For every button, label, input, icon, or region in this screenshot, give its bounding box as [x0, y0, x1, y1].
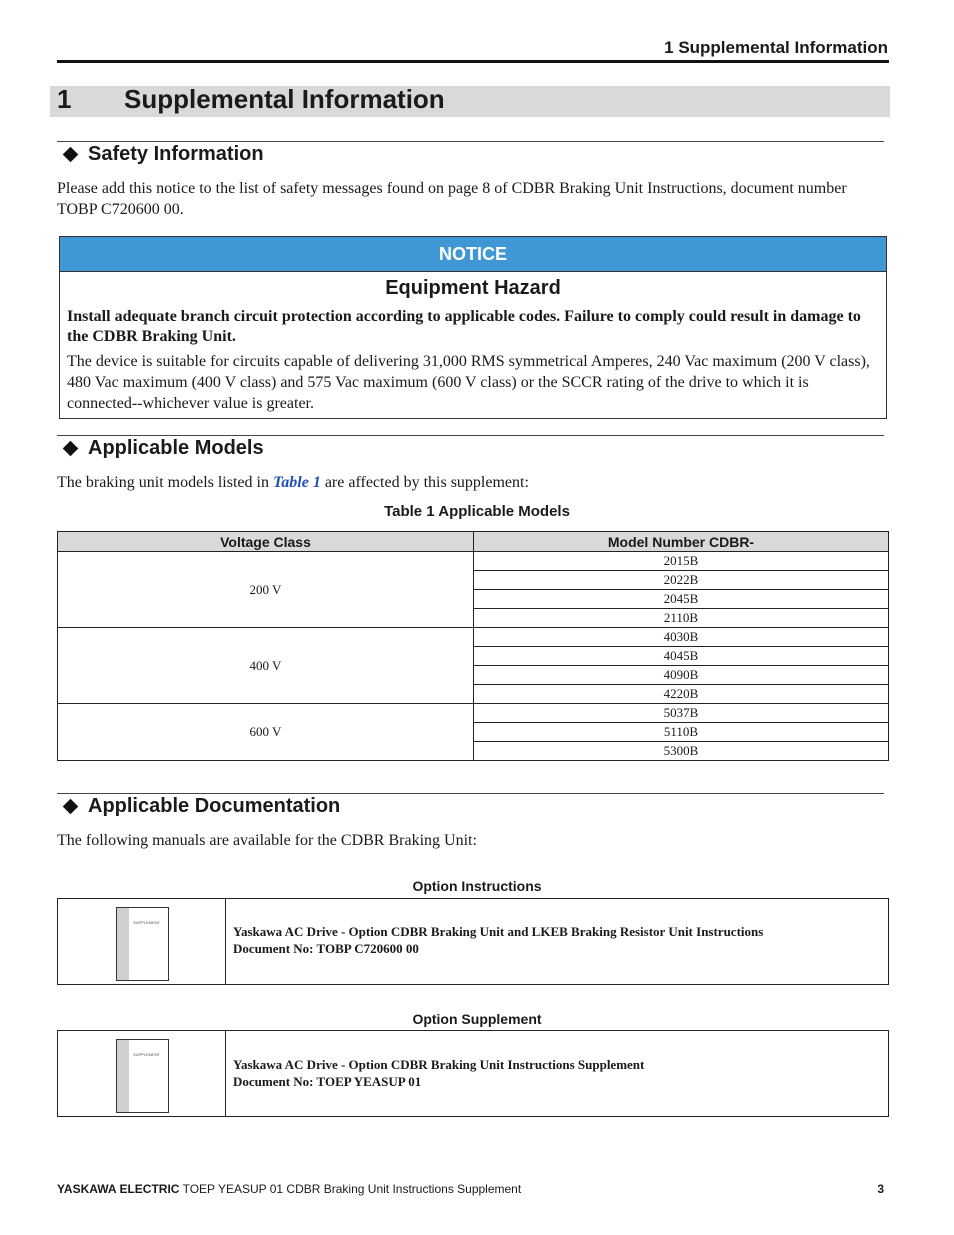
- thumbnail-spine: [117, 908, 129, 980]
- model-cell: 5110B: [474, 723, 889, 742]
- diamond-bullet-icon: [63, 441, 79, 457]
- doc-thumbnail-cell: [58, 899, 226, 984]
- section-title: Applicable Documentation: [88, 795, 341, 817]
- page-number: 3: [877, 1182, 884, 1196]
- models-intro-text: are affected by this supplement:: [320, 474, 529, 491]
- safety-intro: Please add this notice to the list of safety messages found on page 8 of CDBR Braking Unit Instructions, document number TOBP C720600 00.: [57, 180, 847, 218]
- doc-number: Document No: TOEP YEASUP 01: [233, 1074, 422, 1089]
- doc-description: [233, 1056, 644, 1090]
- table-caption: Table 1 Applicable Models: [384, 503, 570, 520]
- footer-brand: YASKAWA ELECTRIC: [57, 1182, 180, 1196]
- thumbnail-label: SUPPLEMENT: [133, 1052, 161, 1057]
- notice-box: [59, 236, 887, 419]
- table-row: [58, 552, 889, 571]
- models-intro-text: The braking unit models listed in: [57, 474, 273, 491]
- notice-body-text: The device is suitable for circuits capable of delivering 31,000 RMS symmetrical Amperes, 240 Vac maximum (200 V class), 480 Vac maximum (400 V class) and 575 Vac maximum (600 V class) or the SCCR rating of the drive to which it is connected--whichever value is greater.: [67, 353, 870, 412]
- section-heading-documentation: [62, 795, 340, 818]
- section-rule: [57, 793, 884, 794]
- model-cell: 4030B: [474, 628, 889, 647]
- chapter-number: 1: [57, 84, 72, 114]
- documentation-intro: The following manuals are available for the CDBR Braking Unit:: [57, 832, 477, 849]
- thumbnail-label: SUPPLEMENT: [133, 920, 161, 925]
- notice-subtitle: Equipment Hazard: [385, 277, 561, 299]
- section-title: Safety Information: [88, 143, 264, 165]
- document-entry: [57, 898, 889, 985]
- diamond-bullet-icon: [63, 147, 79, 163]
- document-cover-thumbnail: [116, 1039, 169, 1113]
- doc-caption: Option Supplement: [412, 1011, 542, 1027]
- applicable-models-table: [57, 531, 889, 761]
- section-heading-models: [62, 437, 264, 460]
- running-header: 1 Supplemental Information: [664, 38, 888, 57]
- notice-warning-text: Install adequate branch circuit protection according to applicable codes. Failure to comply could result in damage to the CDBR Braking Unit.: [67, 308, 861, 345]
- document-cover-thumbnail: [116, 907, 169, 981]
- doc-number: Document No: TOBP C720600 00: [233, 941, 419, 956]
- voltage-cell: 400 V: [58, 628, 474, 704]
- model-cell: 4220B: [474, 685, 889, 704]
- header-rule: [57, 60, 889, 63]
- table-row: [58, 704, 889, 723]
- section-rule: [57, 141, 884, 142]
- doc-caption: Option Instructions: [412, 878, 542, 894]
- column-header: Voltage Class: [58, 532, 474, 552]
- model-cell: 2045B: [474, 590, 889, 609]
- document-entry: [57, 1030, 889, 1117]
- thumbnail-spine: [117, 1040, 129, 1112]
- table-row: [58, 628, 889, 647]
- doc-thumbnail-cell: [58, 1031, 226, 1116]
- model-cell: 2022B: [474, 571, 889, 590]
- doc-description: [233, 923, 763, 957]
- model-cell: 2110B: [474, 609, 889, 628]
- footer-doc-title: TOEP YEASUP 01 CDBR Braking Unit Instructions Supplement: [179, 1182, 522, 1196]
- diamond-bullet-icon: [63, 799, 79, 815]
- section-heading-safety: [62, 143, 264, 166]
- doc-title: Yaskawa AC Drive - Option CDBR Braking Unit Instructions Supplement: [233, 1057, 645, 1072]
- model-cell: 5037B: [474, 704, 889, 723]
- doc-title: Yaskawa AC Drive - Option CDBR Braking Unit and LKEB Braking Resistor Unit Instructions: [233, 924, 764, 939]
- voltage-cell: 200 V: [58, 552, 474, 628]
- column-header: Model Number CDBR-: [474, 532, 889, 552]
- model-cell: 4090B: [474, 666, 889, 685]
- model-cell: 5300B: [474, 742, 889, 761]
- table-1-link[interactable]: Table 1: [272, 474, 321, 491]
- section-rule: [57, 435, 884, 436]
- section-title: Applicable Models: [88, 437, 264, 459]
- model-cell: 2015B: [474, 552, 889, 571]
- page-footer: [57, 1182, 521, 1196]
- models-intro: [57, 472, 887, 493]
- chapter-title: Supplemental Information: [124, 84, 445, 114]
- voltage-cell: 600 V: [58, 704, 474, 761]
- notice-label: NOTICE: [60, 237, 886, 272]
- model-cell: 4045B: [474, 647, 889, 666]
